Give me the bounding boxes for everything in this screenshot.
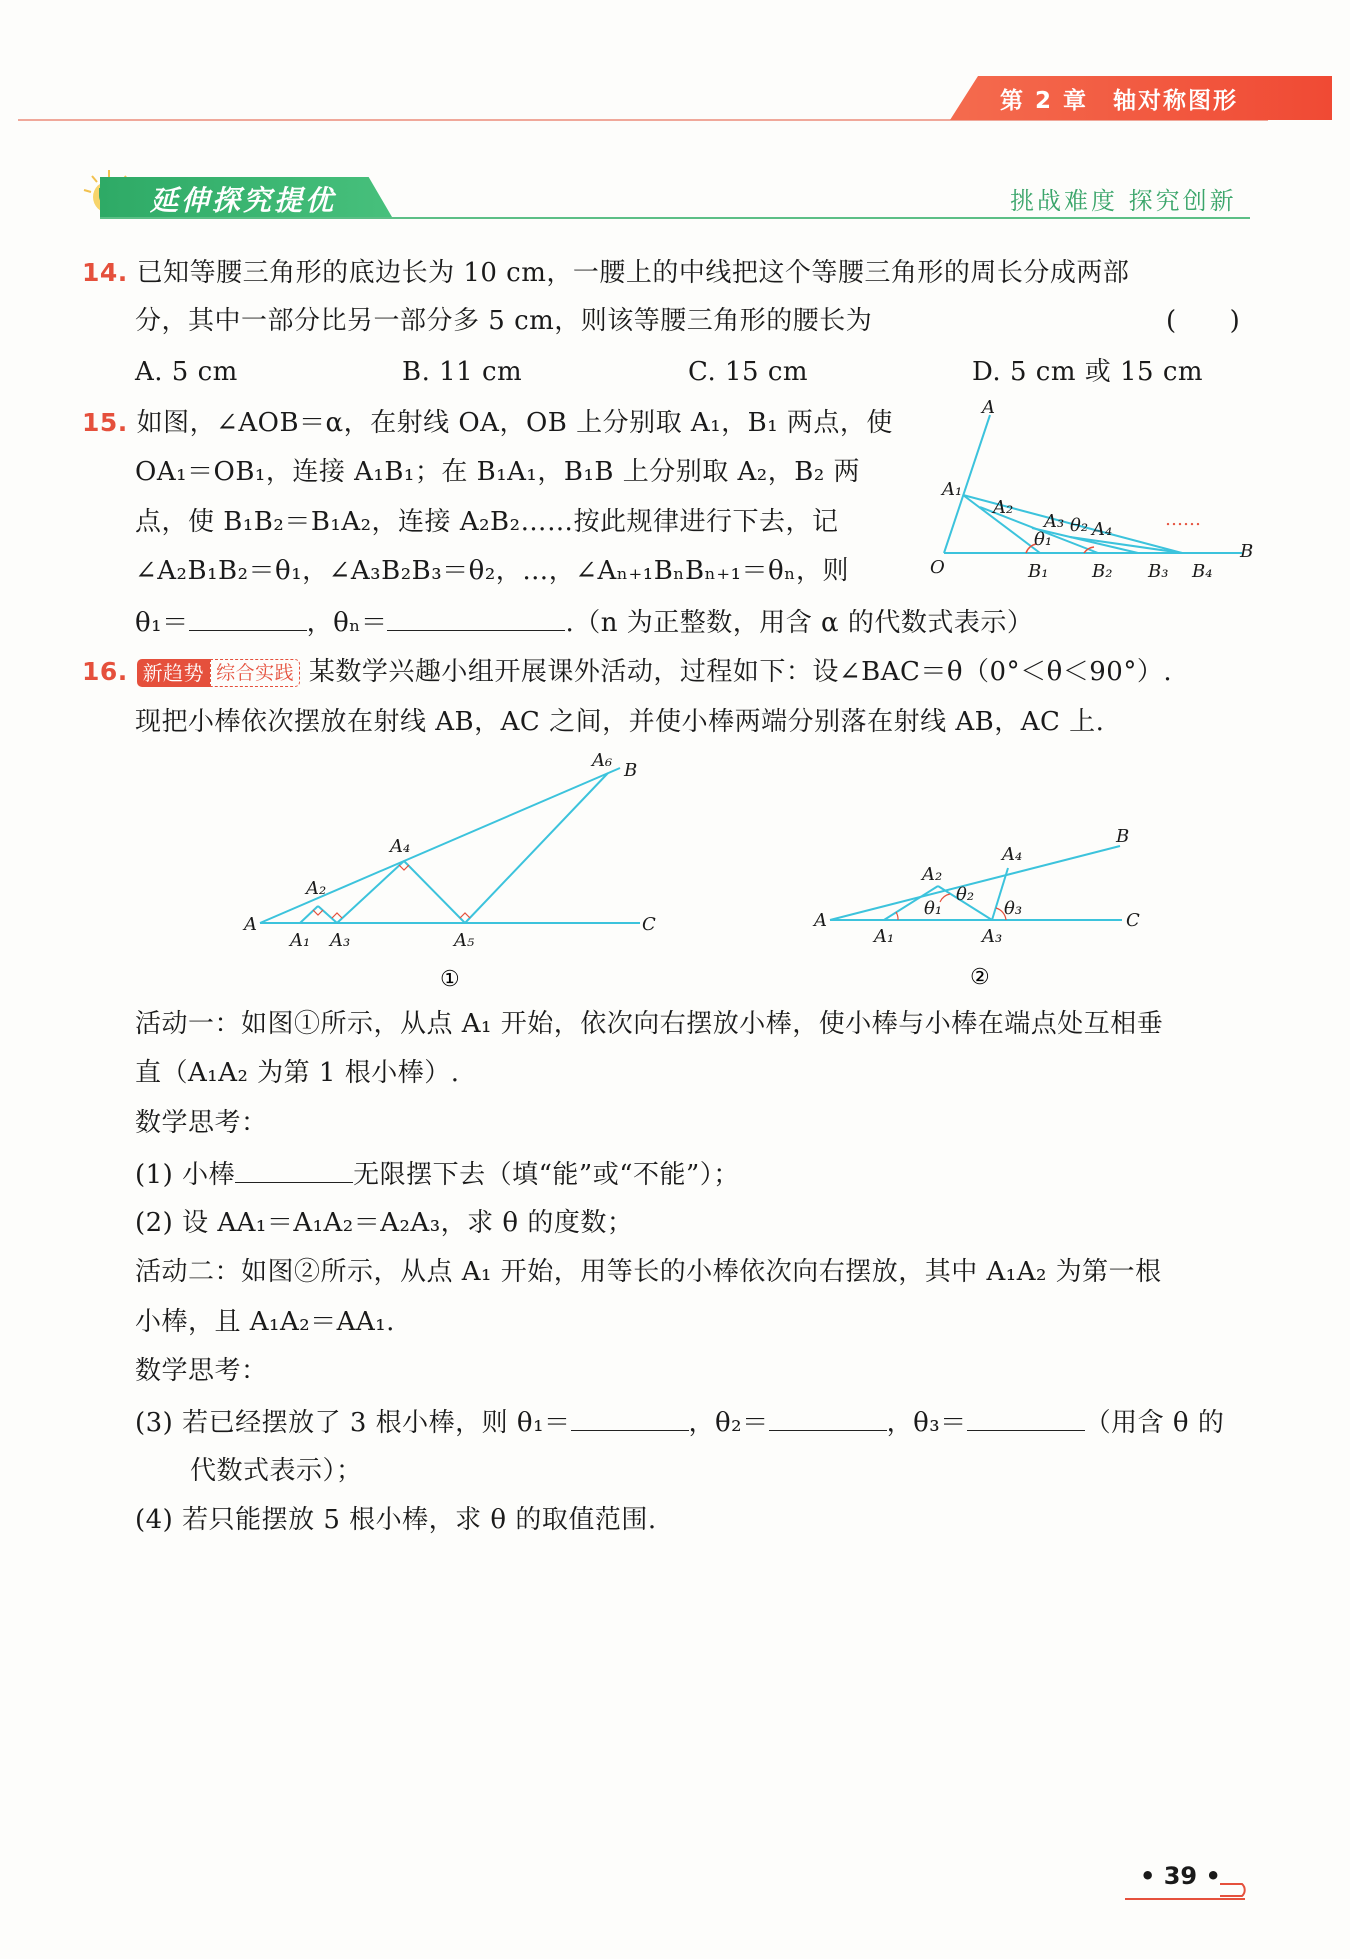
q16-text: 某数学兴趣小组开展课外活动，过程如下：设∠BAC＝θ（0°＜θ＜90°）. (308, 657, 1173, 687)
part3-hint: （用含 θ 的 (1084, 1408, 1225, 1438)
page-number: • 39 • (1140, 1862, 1221, 1890)
q15-number: 15. (82, 408, 128, 437)
q16-part3-cont: 代数式表示）； (190, 1456, 363, 1486)
fig2-label: B (1116, 826, 1130, 847)
fig1-caption: ① (440, 967, 460, 992)
q14-option-a: A. 5 cm (135, 357, 238, 387)
fig15-label: …… (1165, 509, 1201, 530)
q16-figure-2 (810, 820, 1150, 1000)
fig1-label: A₂ (306, 878, 327, 899)
part3-blank-theta1[interactable] (571, 1404, 689, 1431)
act1-line2: 直（A₁A₂ 为第 1 根小棒）. (135, 1058, 460, 1088)
q14-answer-paren: ( ) (1166, 306, 1241, 336)
fig15-label: B₂ (1092, 561, 1113, 582)
fig1-label: A₅ (454, 930, 475, 951)
fig1-label: A₃ (330, 930, 351, 951)
act2-line2: 小棒，且 A₁A₂＝AA₁. (135, 1307, 395, 1337)
fig1-label: A₁ (290, 930, 311, 951)
trend-tag: 新趋势 (137, 659, 211, 687)
q15-line2: OA₁＝OB₁，连接 A₁B₁；在 B₁A₁，B₁B 上分别取 A₂，B₂ 两 (135, 457, 861, 487)
fig15-label: O (930, 557, 945, 578)
fig2-label: C (1126, 910, 1140, 931)
page-corner-curl-icon (1218, 1868, 1254, 1900)
fig15-label: A (982, 397, 995, 418)
fig1-label: A (244, 914, 257, 935)
q15-line5 (135, 604, 1033, 640)
fig2-label: A (814, 910, 827, 931)
fig15-label: θ₂ (1070, 515, 1089, 536)
q14-text: 已知等腰三角形的底边长为 10 cm，一腰上的中线把这个等腰三角形的周长分成两部 (136, 258, 1130, 288)
q15-figure (920, 395, 1260, 595)
q16-part4: (4) 若只能摆放 5 根小棒，求 θ 的取值范围. (135, 1505, 657, 1535)
q15-blank-theta1[interactable] (189, 604, 307, 631)
part3-theta3-label: ，θ₃＝ (886, 1408, 967, 1438)
fig15-label: B (1240, 541, 1254, 562)
fig15-label: B₁ (1028, 561, 1049, 582)
fig15-label: B₃ (1148, 561, 1169, 582)
think1-label: 数学思考： (135, 1108, 268, 1138)
fig15-label: B₄ (1192, 561, 1213, 582)
fig1-label: B (624, 760, 638, 781)
fig2-label: A₃ (982, 926, 1003, 947)
part3-blank-theta3[interactable] (967, 1404, 1085, 1431)
part1-tail: 无限摆下去（填“能”或“不能”）； (353, 1160, 740, 1190)
act1-line1: 活动一：如图①所示，从点 A₁ 开始，依次向右摆放小棒，使小棒与小棒在端点处互相垂 (135, 1009, 1164, 1039)
fig15-label: A₁ (942, 479, 963, 500)
q14-option-d: D. 5 cm 或 15 cm (972, 357, 1204, 387)
fig15-label: A₂ (993, 497, 1014, 518)
fig2-label: θ₂ (956, 884, 975, 905)
fig1-label: A₄ (390, 836, 411, 857)
q15-thetan-label: ，θₙ＝ (306, 608, 388, 638)
fig15-label: θ₁ (1034, 529, 1053, 550)
fig2-label: A₄ (1002, 844, 1023, 865)
q14-option-b: B. 11 cm (402, 357, 523, 387)
q14-number: 14. (82, 258, 128, 287)
q16-line2: 现把小棒依次摆放在射线 AB，AC 之间，并使小棒两端分别落在射线 AB，AC 上. (135, 707, 1105, 737)
part1-lead: (1) 小棒 (135, 1160, 236, 1190)
q15-line4: ∠A₂B₁B₂＝θ₁，∠A₃B₂B₃＝θ₂，…，∠Aₙ₊₁BₙBₙ₊₁＝θₙ，则 (135, 556, 849, 586)
fig2-label: θ₃ (1004, 898, 1023, 919)
fig1-label: C (642, 914, 656, 935)
q15-theta1-label: θ₁＝ (135, 608, 189, 638)
q16-number: 16. (82, 657, 128, 686)
q14-line1 (82, 256, 1129, 290)
act2-line1: 活动二：如图②所示，从点 A₁ 开始，用等长的小棒依次向右摆放，其中 A₁A₂ 为第一根 (135, 1257, 1162, 1287)
fig2-label: A₁ (874, 926, 895, 947)
q15-blank-thetan[interactable] (387, 604, 565, 631)
q15-hint: .（n 为正整数，用含 α 的代数式表示） (565, 608, 1034, 638)
q14-line2: 分，其中一部分比另一部分多 5 cm，则该等腰三角形的腰长为 (135, 306, 873, 336)
q16-part1 (135, 1156, 740, 1192)
section-title: 延伸探究提优 (150, 184, 337, 217)
fig15-label: A₃ (1044, 511, 1065, 532)
fig2-label: A₂ (922, 864, 943, 885)
fig15-label: A₄ (1092, 519, 1113, 540)
fig1-label: A₆ (592, 750, 613, 771)
q16-part3 (135, 1404, 1224, 1440)
think2-label: 数学思考： (135, 1356, 268, 1386)
q16-figure-1 (240, 748, 670, 998)
section-slogan: 挑战难度 探究创新 (1010, 187, 1237, 215)
q16-line1 (82, 655, 1172, 689)
q15-line1 (82, 406, 893, 440)
fig2-label: θ₁ (924, 898, 943, 919)
part3-blank-theta2[interactable] (769, 1404, 887, 1431)
practice-tag: 综合实践 (210, 659, 300, 687)
q14-option-c: C. 15 cm (688, 357, 809, 387)
part3-lead: (3) 若已经摆放了 3 根小棒，则 θ₁＝ (135, 1408, 571, 1438)
part1-blank[interactable] (235, 1156, 353, 1183)
fig2-caption: ② (970, 965, 990, 990)
q15-text: 如图，∠AOB＝α，在射线 OA，OB 上分别取 A₁，B₁ 两点，使 (136, 408, 893, 438)
chapter-title: 第 2 章 轴对称图形 (1000, 88, 1239, 114)
part3-theta2-label: ，θ₂＝ (688, 1408, 769, 1438)
q16-part2: (2) 设 AA₁＝A₁A₂＝A₂A₃，求 θ 的度数； (135, 1208, 634, 1238)
q15-line3: 点，使 B₁B₂＝B₁A₂，连接 A₂B₂……按此规律进行下去，记 (135, 507, 839, 537)
section-rule (100, 217, 1250, 219)
